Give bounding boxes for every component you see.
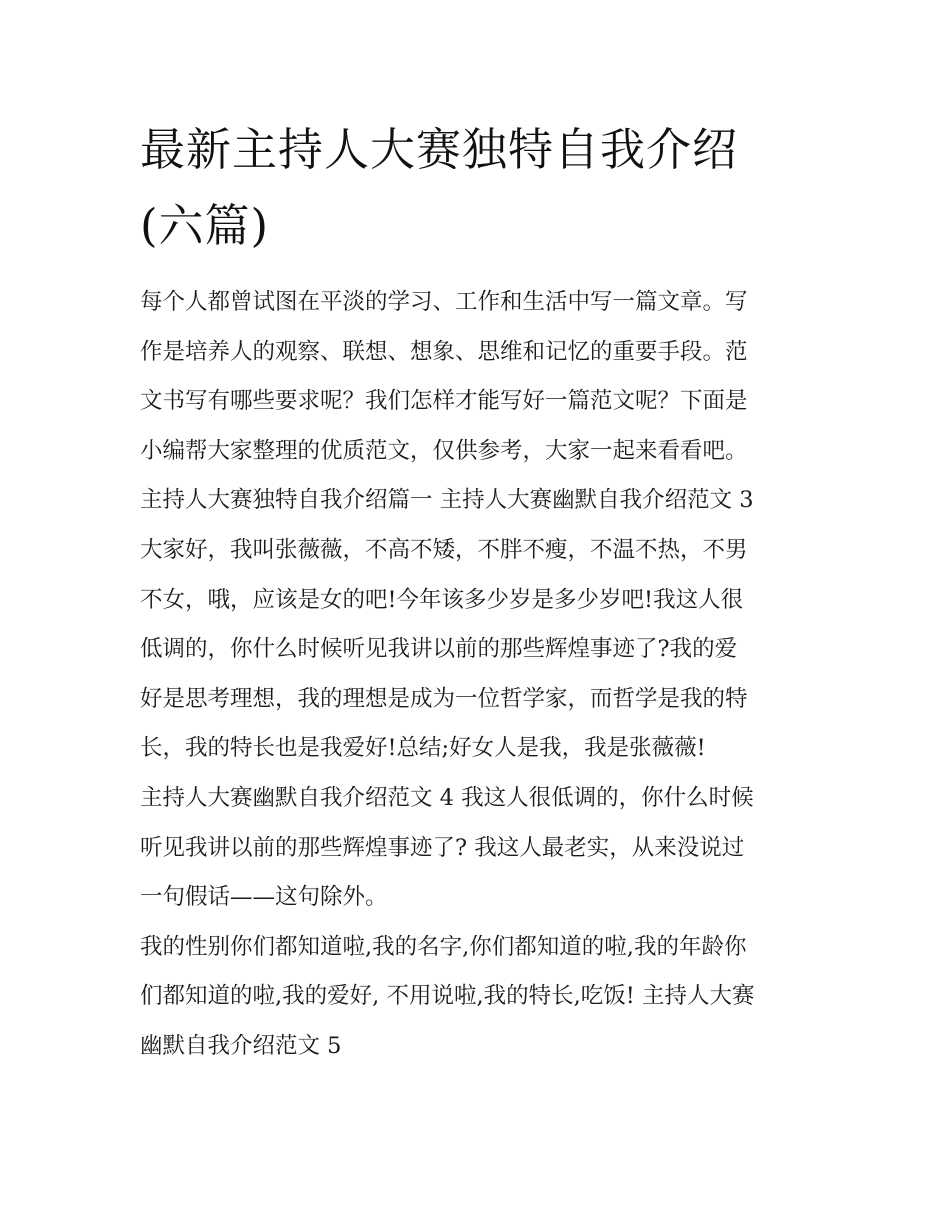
body-line: 低调的，你什么时候听见我讲以前的那些辉煌事迹了?我的爱 — [140, 636, 738, 663]
title-line-2: (六篇) — [140, 199, 270, 252]
body-line: 听见我讲以前的那些辉煌事迹了? 我这人最老实，从来没说过 — [140, 834, 745, 861]
body-line: 好是思考理想，我的理想是成为一位哲学家，而哲学是我的特 — [140, 685, 748, 712]
document-body — [140, 278, 815, 1072]
body-line: 作是培养人的观察、联想、想象、思维和记忆的重要手段。范 — [140, 338, 748, 365]
body-line: 每个人都曾试图在平淡的学习、工作和生活中写一篇文章。写 — [140, 289, 748, 315]
document-title — [140, 112, 830, 264]
title-line-1: 最新主持人大赛独特自我介绍 — [140, 123, 739, 176]
body-line: 我的性别你们都知道啦,我的名字,你们都知道的啦,我的年龄你 — [140, 933, 747, 960]
body-line: 长，我的特长也是我爱好!总结;好女人是我，我是张薇薇! — [140, 735, 706, 762]
body-line: 们都知道的啦,我的爱好, 不用说啦,我的特长,吃饭! 主持人大赛 — [140, 983, 755, 1010]
body-line: 一句假话——这句除外。 — [140, 884, 388, 911]
body-line: 大家好，我叫张薇薇，不高不矮，不胖不瘦，不温不热，不男 — [140, 536, 748, 563]
body-line: 文书写有哪些要求呢？我们怎样才能写好一篇范文呢？下面是 — [140, 388, 748, 415]
body-line: 主持人大赛幽默自我介绍范文 4 我这人很低调的，你什么时候 — [140, 784, 754, 811]
body-line: 不女，哦，应该是女的吧!今年该多少岁是多少岁吧!我这人很 — [140, 586, 744, 613]
body-line: 幽默自我介绍范文 5 — [140, 1032, 342, 1059]
body-line: 小编帮大家整理的优质范文，仅供参考，大家一起来看看吧。 — [140, 437, 748, 464]
body-line: 主持人大赛独特自我介绍篇一 主持人大赛幽默自我介绍范文 3 — [140, 487, 754, 514]
